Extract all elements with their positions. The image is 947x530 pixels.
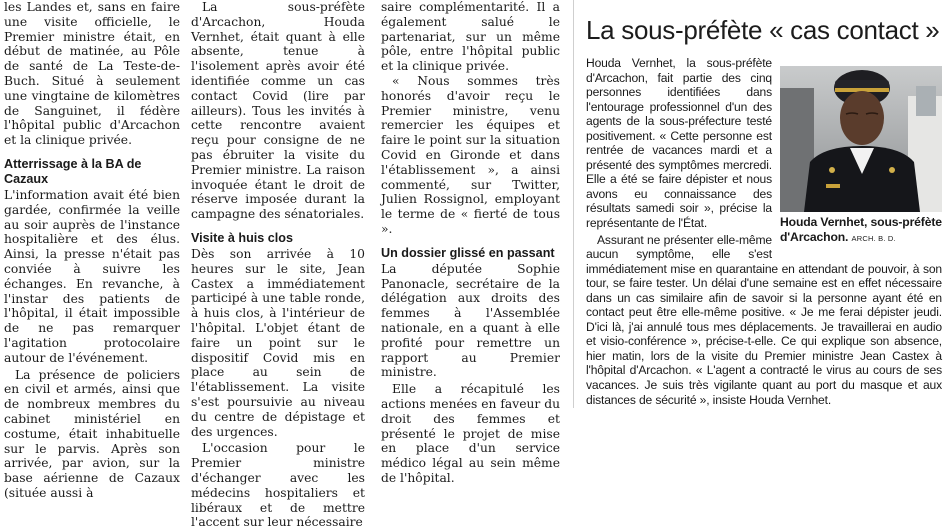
- article-subheading: Atterrissage à la BA de Cazaux: [4, 156, 142, 186]
- article-paragraph: « Nous sommes très honorés d'avoir reçu le Premier ministre, venu remercier les équipes et faire le point sur la situation Covid en Gironde et dans l'établissement », a ainsi commenté, sur Twitter, Julien Rossignol, employant le terme de « fierté de tous ».: [381, 73, 560, 236]
- article-subheading: Visite à huis clos: [191, 230, 293, 245]
- sidebar-paragraph: Houda Vernhet, la sous-préfète d'Arcachon, fait partie des cinq personnes identifiées dans l'entourage professionnel d'un des agents de la sous-préfecture testé positivement. « Cette personne est rentrée de vacances mardi et a présenté des symptômes mercredi. Elle a été se faire dépister et nous avons eu connaissance des résultats samedi soir », précise la représentante de l'État.: [586, 56, 772, 231]
- article-paragraph: les Landes et, sans en faire une visite officielle, le Premier ministre était, en début de matinée, au Pôle de santé de La Teste-de-Buch. Situé à seulement une vingtaine de kilomètres de Sanguinet, il fédère l'hôpital public d'Arcachon et la clinique privée.: [4, 0, 180, 148]
- article-paragraph: La sous-préfète d'Arcachon, Houda Vernhet, était quant à elle absente, tenue à l'isolement après avoir été identifiée comme un cas contact Covid (lire par ailleurs). Tous les invités à cette rencontre avaient reçu pour consigne de ne pas ébruiter la visite du Premier ministre. La raison invoquée étant le droit de réserve imposée durant la campagne des sénatoriales.: [191, 0, 365, 222]
- article-paragraph: L'information avait été bien gardée, confirmée la veille au soir auprès de l'instance hospitalière et des élus. Ainsi, la presse n'était pas conviée à suivre les échanges. En revanche, à l'instar des patients de l'hôpital, il était impossible de ne pas remarquer l'agitation protocolaire autour de l'événement.: [4, 187, 180, 365]
- article-paragraph: L'occasion pour le Premier ministre d'échanger avec les médecins hospitaliers et libéraux et de mettre l'accent sur leur nécessaire: [191, 441, 365, 530]
- article-column-2: [191, 0, 365, 530]
- photo-block: [780, 66, 942, 249]
- article-paragraph: La présence de policiers en civil et armés, ainsi que de nombreux membres du cabinet ministériel en costume, était inhabituelle sur le parvis. Après son arrivée, par avion, sur la base aérienne de Cazaux (située aussi à: [4, 367, 180, 500]
- photo-caption-text: Houda Vernhet, sous-préfète d'Arcachon.: [780, 215, 942, 244]
- sidebar-title: La sous-préfète « cas contact »: [586, 15, 940, 45]
- article-subheading: Un dossier glissé en passant: [381, 245, 555, 260]
- article-column-3: [381, 0, 560, 485]
- photo-caption: [780, 215, 942, 246]
- article-paragraph: Elle a récapitulé les actions menées en faveur du droit des femmes et présenté le projet de mise en place d'un service médico légal au sein même de l'hôpital.: [381, 382, 560, 485]
- article-paragraph: Dès son arrivée à 10 heures sur le site, Jean Castex a immédiatement participé à une table ronde, à huis clos, à l'intérieur de l'hôpital. L'objet étant de faire un point sur le dispositif Covid mis en place au sein de l'établissement. La visite s'est poursuivie au niveau du centre de dépistage et des urgences.: [191, 246, 365, 439]
- sidebar-paragraph: Assurant ne présenter elle-même aucun symptôme, elle s'est immédiatement mise en quarantaine en attendant de pouvoir, à son tour, se faire tester. Un délai d'une semaine est en effet nécessaire dans un cas similaire afin de savoir si la personne ayant été en contact peut être elle-même positive. « Je me ferai dépister jeudi. D'ici là, j'ai annulé tous mes déplacements. Je travaillerai en audio et visio-conférence », précise-t-elle. Ce qui explique son absence, hier matin, lors de la visite du Premier ministre Jean Castex à l'hôpital d'Arcachon. « L'agent a contracté le virus au cours de ses vacances. Je suis très vigilante quant au port du masque et aux distances de sécurité », insiste Houda Vernhet.: [586, 232, 942, 407]
- article-paragraph: La députée Sophie Panonacle, secrétaire de la délégation aux droits des femmes à l'Assemblée nationale, en a quant à elle profité pour remettre un rapport au Premier ministre.: [381, 261, 560, 380]
- article-paragraph: saire complémentarité. Il a également salué le partenariat, sur un même pôle, entre l'hôpital public et la clinique privée.: [381, 0, 560, 74]
- photo-credit: ARCH. B. D.: [851, 234, 896, 243]
- portrait-photo: [780, 66, 942, 212]
- article-column-1: [4, 0, 180, 500]
- sidebar-body: [586, 56, 942, 406]
- sidebar-box: [573, 0, 947, 408]
